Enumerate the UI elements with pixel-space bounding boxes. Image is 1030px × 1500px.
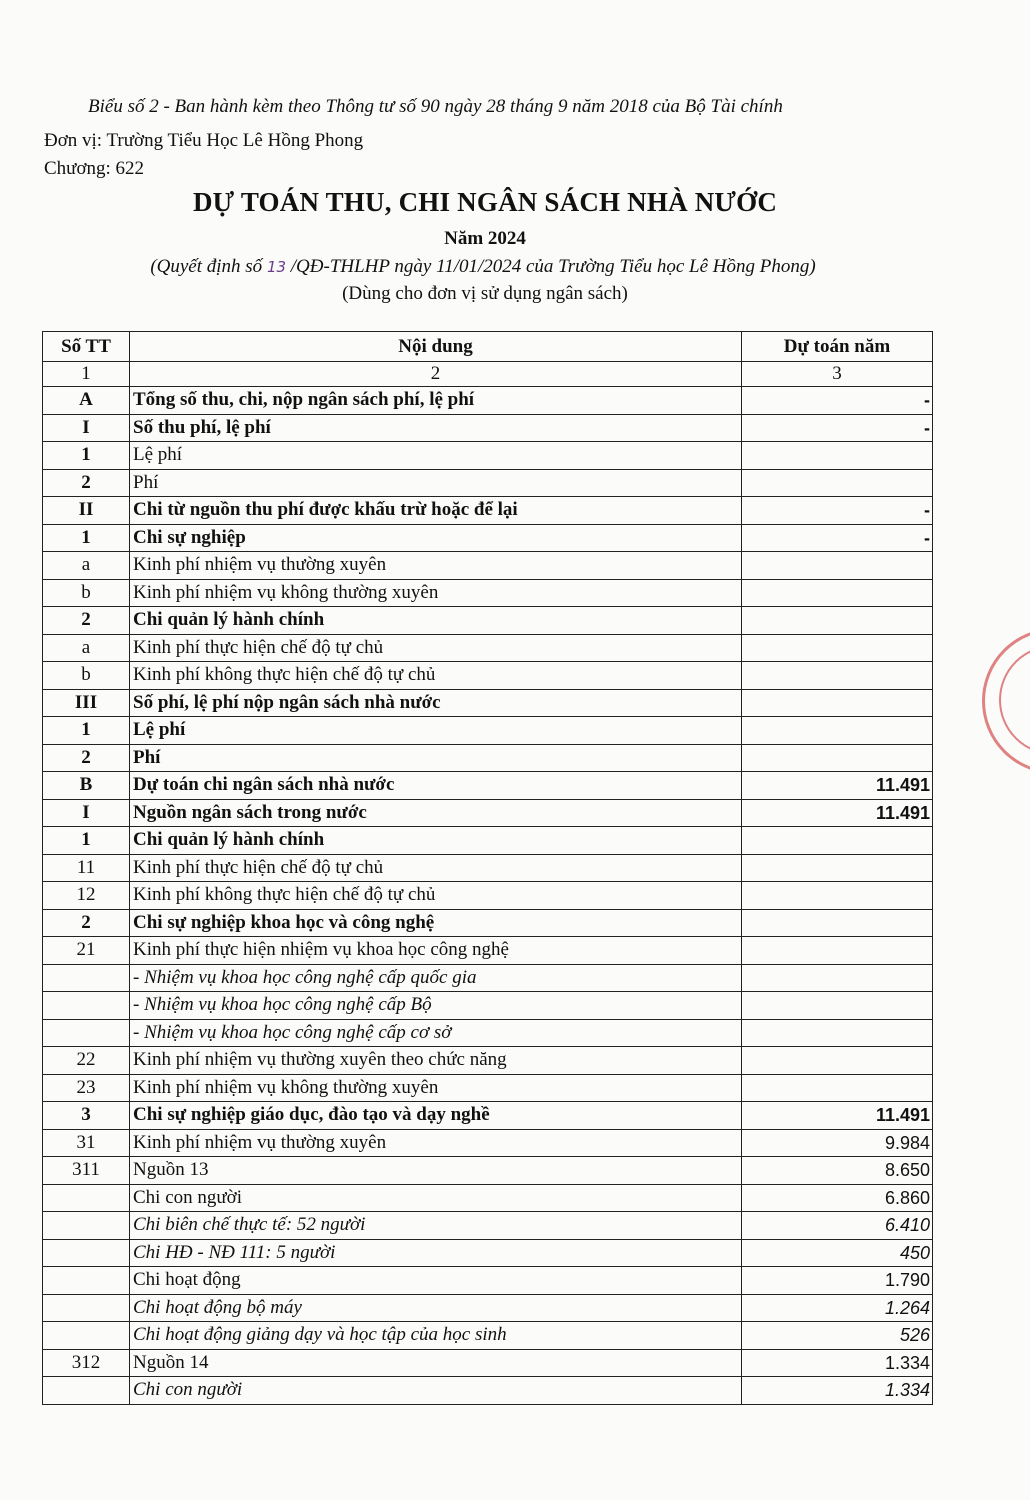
row-content: Phí — [130, 469, 742, 497]
row-number: 31 — [43, 1129, 130, 1157]
row-number — [43, 1184, 130, 1212]
table-row — [43, 1377, 933, 1405]
row-content: Chi con người — [130, 1377, 742, 1405]
row-content: Chi hoạt động bộ máy — [130, 1294, 742, 1322]
row-number: 21 — [43, 937, 130, 965]
official-seal-inner-ring — [999, 645, 1030, 755]
row-number: 1 — [43, 442, 130, 470]
table-row — [43, 1184, 933, 1212]
row-number: 1 — [43, 524, 130, 552]
row-estimate: 6.860 — [742, 1184, 933, 1212]
row-content: Số thu phí, lệ phí — [130, 414, 742, 442]
table-row — [43, 1294, 933, 1322]
document-title: DỰ TOÁN THU, CHI NGÂN SÁCH NHÀ NƯỚC — [192, 187, 778, 217]
row-estimate: 1.334 — [742, 1349, 933, 1377]
row-number: 1 — [43, 827, 130, 855]
row-content: Chi biên chế thực tế: 52 người — [130, 1212, 742, 1240]
column-header-estimate: Dự toán năm — [742, 332, 933, 362]
row-estimate — [742, 1074, 933, 1102]
row-content: Chi sự nghiệp giáo dục, đào tạo và dạy nghề — [130, 1102, 742, 1130]
table-row — [43, 799, 933, 827]
row-number: 312 — [43, 1349, 130, 1377]
chapter-code: Chương: 622 — [44, 158, 145, 179]
row-estimate — [742, 882, 933, 910]
table-row — [43, 1047, 933, 1075]
row-number: a — [43, 634, 130, 662]
row-estimate: 526 — [742, 1322, 933, 1350]
row-content: Kinh phí không thực hiện chế độ tự chủ — [130, 662, 742, 690]
table-row — [43, 1102, 933, 1130]
table-row — [43, 772, 933, 800]
row-estimate — [742, 552, 933, 580]
table-row — [43, 1267, 933, 1295]
decision-reference — [0, 256, 966, 278]
row-content: Nguồn ngân sách trong nước — [130, 799, 742, 827]
table-row — [43, 634, 933, 662]
row-number: B — [43, 772, 130, 800]
row-content: Kinh phí nhiệm vụ không thường xuyên — [130, 579, 742, 607]
row-estimate — [742, 634, 933, 662]
table-row — [43, 607, 933, 635]
row-number: 2 — [43, 909, 130, 937]
table-row — [43, 497, 933, 525]
table-row — [43, 689, 933, 717]
row-content: Kinh phí nhiệm vụ thường xuyên theo chức năng — [130, 1047, 742, 1075]
row-estimate — [742, 717, 933, 745]
table-row — [43, 992, 933, 1020]
row-content: - Nhiệm vụ khoa học công nghệ cấp quốc gia — [130, 964, 742, 992]
table-header-row — [43, 332, 933, 362]
table-row — [43, 1239, 933, 1267]
table-row — [43, 744, 933, 772]
row-number: 2 — [43, 469, 130, 497]
row-content: Chi con người — [130, 1184, 742, 1212]
row-number: 11 — [43, 854, 130, 882]
table-row — [43, 469, 933, 497]
table-row — [43, 909, 933, 937]
row-number — [43, 1294, 130, 1322]
row-content: Số phí, lệ phí nộp ngân sách nhà nước — [130, 689, 742, 717]
decision-prefix: (Quyết định số — [150, 256, 267, 277]
table-row — [43, 1322, 933, 1350]
row-number — [43, 1239, 130, 1267]
row-number: 23 — [43, 1074, 130, 1102]
row-number: 3 — [43, 1102, 130, 1130]
row-estimate — [742, 1019, 933, 1047]
row-estimate — [742, 964, 933, 992]
row-estimate: - — [742, 524, 933, 552]
row-content: Kinh phí nhiệm vụ thường xuyên — [130, 1129, 742, 1157]
form-reference: Biểu số 2 - Ban hành kèm theo Thông tư số 90 ngày 28 tháng 9 năm 2018 của Bộ Tài chính — [88, 96, 783, 117]
row-content: Nguồn 13 — [130, 1157, 742, 1185]
row-number — [43, 992, 130, 1020]
row-content: Chi sự nghiệp khoa học và công nghệ — [130, 909, 742, 937]
row-number: I — [43, 799, 130, 827]
row-content: Chi từ nguồn thu phí được khấu trừ hoặc để lại — [130, 497, 742, 525]
row-estimate: 1.790 — [742, 1267, 933, 1295]
table-row — [43, 882, 933, 910]
row-estimate — [742, 607, 933, 635]
row-estimate — [742, 469, 933, 497]
row-estimate — [742, 827, 933, 855]
row-content: - Nhiệm vụ khoa học công nghệ cấp cơ sở — [130, 1019, 742, 1047]
table-row — [43, 964, 933, 992]
row-number — [43, 1267, 130, 1295]
row-estimate — [742, 442, 933, 470]
row-number — [43, 1212, 130, 1240]
row-content: Lệ phí — [130, 442, 742, 470]
table-row — [43, 1019, 933, 1047]
row-estimate — [742, 854, 933, 882]
table-row — [43, 1157, 933, 1185]
row-estimate: - — [742, 497, 933, 525]
row-content: Chi sự nghiệp — [130, 524, 742, 552]
row-number — [43, 1019, 130, 1047]
row-estimate: - — [742, 414, 933, 442]
column-index: 2 — [130, 362, 742, 387]
row-number: 311 — [43, 1157, 130, 1185]
row-number: 2 — [43, 607, 130, 635]
row-estimate — [742, 909, 933, 937]
row-content: Chi hoạt động giảng dạy và học tập của học sinh — [130, 1322, 742, 1350]
table-row — [43, 579, 933, 607]
column-header-content: Nội dung — [130, 332, 742, 362]
row-estimate: - — [742, 387, 933, 415]
row-number: 1 — [43, 717, 130, 745]
table-row — [43, 1129, 933, 1157]
row-number — [43, 964, 130, 992]
column-index: 1 — [43, 362, 130, 387]
row-estimate: 1.264 — [742, 1294, 933, 1322]
row-content: Tổng số thu, chi, nộp ngân sách phí, lệ phí — [130, 387, 742, 415]
row-content: Kinh phí không thực hiện chế độ tự chủ — [130, 882, 742, 910]
decision-suffix: /QĐ-THLHP ngày 11/01/2024 của Trường Tiểu học Lê Hồng Phong) — [286, 256, 816, 277]
row-estimate: 11.491 — [742, 799, 933, 827]
row-estimate — [742, 579, 933, 607]
column-header-stt: Số TT — [43, 332, 130, 362]
table-row — [43, 414, 933, 442]
row-content: Kinh phí nhiệm vụ không thường xuyên — [130, 1074, 742, 1102]
row-content: Chi quản lý hành chính — [130, 827, 742, 855]
row-estimate — [742, 937, 933, 965]
official-seal — [982, 628, 1030, 774]
row-content: Phí — [130, 744, 742, 772]
row-number: b — [43, 579, 130, 607]
budget-year: Năm 2024 — [444, 228, 526, 249]
row-estimate: 11.491 — [742, 772, 933, 800]
row-estimate: 1.334 — [742, 1377, 933, 1405]
column-index-row — [43, 362, 933, 387]
row-estimate: 450 — [742, 1239, 933, 1267]
row-estimate: 9.984 — [742, 1129, 933, 1157]
usage-note: (Dùng cho đơn vị sử dụng ngân sách) — [342, 283, 628, 304]
table-row — [43, 1212, 933, 1240]
row-content: Lệ phí — [130, 717, 742, 745]
row-content: Kinh phí thực hiện chế độ tự chủ — [130, 854, 742, 882]
table-row — [43, 387, 933, 415]
decision-number: 13 — [266, 258, 287, 276]
table-row — [43, 442, 933, 470]
row-estimate: 8.650 — [742, 1157, 933, 1185]
row-number — [43, 1377, 130, 1405]
table-row — [43, 937, 933, 965]
row-content: Kinh phí nhiệm vụ thường xuyên — [130, 552, 742, 580]
row-number: b — [43, 662, 130, 690]
row-content: Kinh phí thực hiện chế độ tự chủ — [130, 634, 742, 662]
table-row — [43, 552, 933, 580]
row-content: Chi HĐ - NĐ 111: 5 người — [130, 1239, 742, 1267]
table-row — [43, 1074, 933, 1102]
unit-name: Đơn vị: Trường Tiểu Học Lê Hồng Phong — [44, 130, 364, 151]
row-estimate: 6.410 — [742, 1212, 933, 1240]
column-index: 3 — [742, 362, 933, 387]
row-number: 2 — [43, 744, 130, 772]
row-content: - Nhiệm vụ khoa học công nghệ cấp Bộ — [130, 992, 742, 1020]
row-content: Chi hoạt động — [130, 1267, 742, 1295]
row-estimate — [742, 689, 933, 717]
row-estimate — [742, 744, 933, 772]
budget-table — [42, 331, 933, 1405]
table-row — [43, 854, 933, 882]
row-estimate — [742, 662, 933, 690]
table-row — [43, 662, 933, 690]
table-row — [43, 827, 933, 855]
row-number: a — [43, 552, 130, 580]
row-estimate — [742, 1047, 933, 1075]
row-estimate: 11.491 — [742, 1102, 933, 1130]
row-content: Chi quản lý hành chính — [130, 607, 742, 635]
row-content: Kinh phí thực hiện nhiệm vụ khoa học công nghệ — [130, 937, 742, 965]
row-content: Nguồn 14 — [130, 1349, 742, 1377]
row-number — [43, 1322, 130, 1350]
row-content: Dự toán chi ngân sách nhà nước — [130, 772, 742, 800]
row-estimate — [742, 992, 933, 1020]
row-number: III — [43, 689, 130, 717]
row-number: II — [43, 497, 130, 525]
row-number: A — [43, 387, 130, 415]
table-row — [43, 524, 933, 552]
row-number: 22 — [43, 1047, 130, 1075]
table-row — [43, 1349, 933, 1377]
row-number: 12 — [43, 882, 130, 910]
table-row — [43, 717, 933, 745]
row-number: I — [43, 414, 130, 442]
